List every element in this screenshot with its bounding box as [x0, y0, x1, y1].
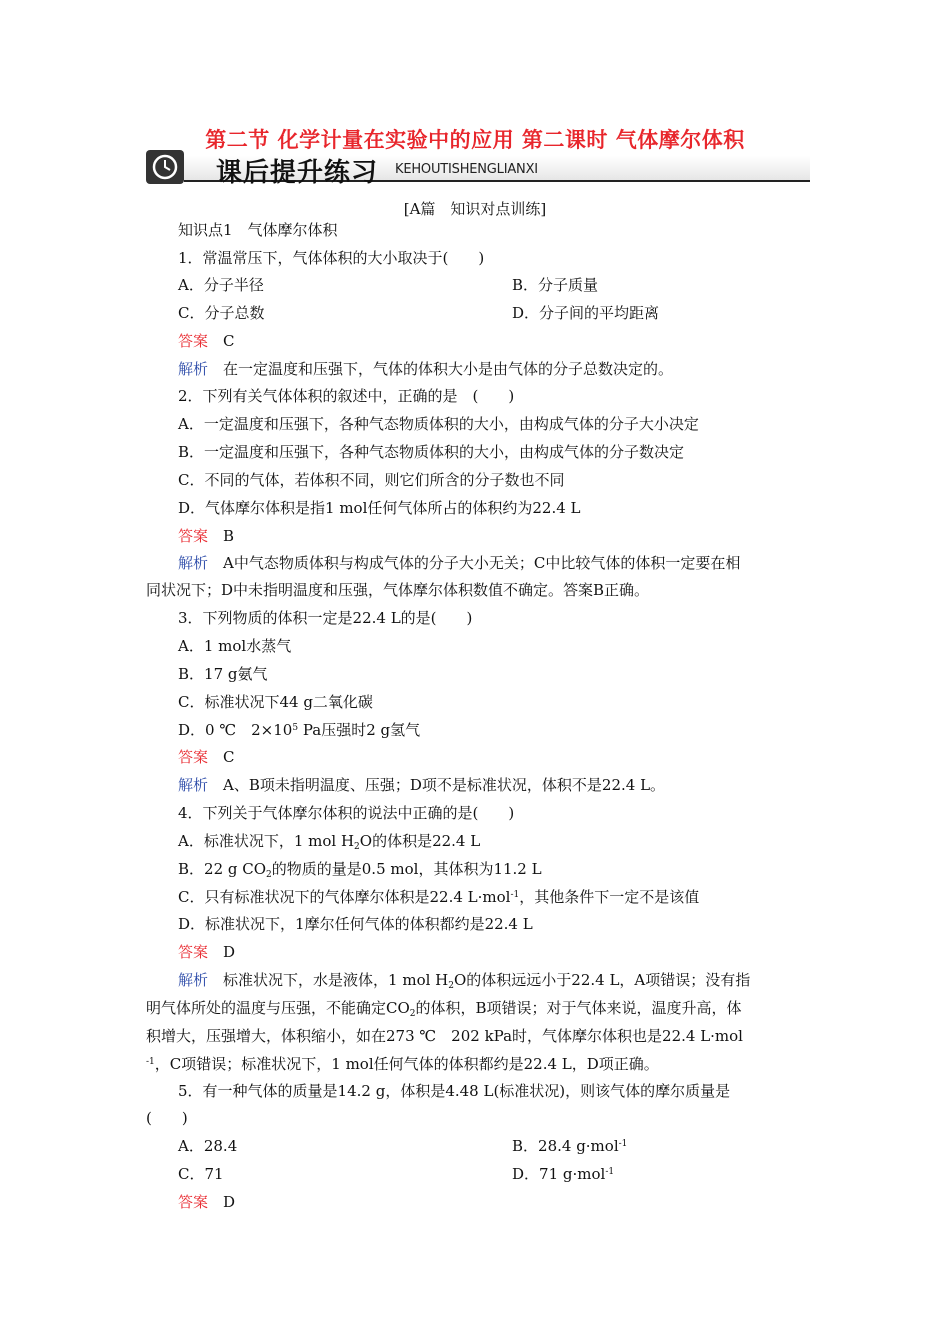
- question-5-option-a: A．28.4: [178, 1137, 238, 1155]
- question-4-explanation: [178, 970, 750, 993]
- question-4-option-d: D．标准状况下，1摩尔任何气体的体积都约是22.4 L: [178, 915, 533, 933]
- question-1-answer: [178, 331, 235, 351]
- superscript: -1: [146, 1057, 155, 1067]
- option-text: O的体积是22.4 L: [359, 832, 481, 850]
- option-text: D．0 ℃ 2×10: [178, 721, 293, 739]
- answer-value: D: [223, 943, 236, 961]
- explain-label: 解析: [178, 776, 209, 794]
- answer-value: B: [223, 527, 235, 545]
- banner-subtitle: KEHOUTISHENGLIANXI: [395, 162, 538, 177]
- question-5-stem-cont: ( ): [146, 1109, 188, 1127]
- option-text: D．71 g·mol: [512, 1165, 606, 1183]
- explain-text: ，C项错误；标准状况下，1 mol任何气体的体积都约是22.4 L，D项正确。: [154, 1055, 659, 1073]
- question-3-answer: [178, 747, 235, 767]
- superscript: 5: [292, 723, 299, 733]
- question-2-option-c: C．不同的气体，若体积不同，则它们所含的分子数也不同: [178, 471, 565, 489]
- subscript: 2: [354, 842, 360, 852]
- question-4-option-a: [178, 831, 480, 854]
- superscript: -1: [618, 1139, 628, 1149]
- section-banner: [146, 150, 810, 188]
- explain-text: O的体积远远小于22.4 L，A项错误；没有指: [453, 971, 751, 989]
- answer-label: 答案: [178, 748, 209, 766]
- question-2-option-b: B．一定温度和压强下，各种气态物质体积的大小，由构成气体的分子数决定: [178, 443, 685, 461]
- explain-text: A中气态物质体积与构成气体的分子大小无关；C中比较气体的体积一定要在相: [223, 554, 741, 572]
- question-3-stem: 3．下列物质的体积一定是22.4 L的是( ): [178, 609, 473, 627]
- question-3-option-a: A．1 mol水蒸气: [178, 637, 292, 655]
- question-1-option-d: D．分子间的平均距离: [512, 304, 660, 322]
- question-3-explanation: [178, 775, 665, 795]
- question-1-option-b: B．分子质量: [512, 276, 599, 294]
- answer-value: C: [223, 332, 235, 350]
- question-4-explanation-cont: [146, 1054, 659, 1074]
- subscript: 2: [409, 1009, 416, 1019]
- question-1-stem: 1．常温常压下，气体体积的大小取决于( ): [178, 249, 485, 267]
- knowledge-point: 知识点1 气体摩尔体积: [178, 221, 338, 239]
- option-text: B．22 g CO: [178, 860, 267, 878]
- question-3-option-d: [178, 720, 420, 740]
- question-1-explanation: [178, 359, 673, 379]
- question-2-explanation-cont: 同状况下；D中未指明温度和压强，气体摩尔体积数值不确定。答案B正确。: [146, 581, 650, 599]
- question-2-option-d: D．气体摩尔体积是指1 mol任何气体所占的体积约为22.4 L: [178, 499, 581, 517]
- answer-label: 答案: [178, 332, 209, 350]
- option-text: ，其他条件下一定不是该值: [519, 888, 700, 906]
- question-4-option-c: [178, 887, 699, 907]
- option-text: Pa压强时2 g氢气: [298, 721, 421, 739]
- question-2-stem: 2．下列有关气体体积的叙述中，正确的是 ( ): [178, 387, 515, 405]
- explain-text: 标准状况下，水是液体，1 mol H: [223, 971, 449, 989]
- section-heading: [A篇 知识对点训练]: [403, 200, 547, 218]
- explain-label: 解析: [178, 554, 209, 572]
- explain-text: 在一定温度和压强下，气体的体积大小是由气体的分子总数决定的。: [223, 360, 674, 378]
- question-4-stem: 4．下列关于气体摩尔体积的说法中正确的是( ): [178, 804, 515, 822]
- clock-icon: [146, 150, 184, 184]
- question-4-option-b: [178, 859, 542, 882]
- subscript: 2: [448, 981, 454, 991]
- question-4-answer: [178, 942, 235, 962]
- subscript: 2: [266, 870, 272, 880]
- question-3-option-c: C．标准状况下44 g二氧化碳: [178, 693, 373, 711]
- page-title: 第二节 化学计量在实验中的应用 第二课时 气体摩尔体积: [205, 128, 745, 152]
- question-4-explanation-cont: [146, 998, 742, 1021]
- question-5-option-d: [512, 1164, 614, 1184]
- answer-label: 答案: [178, 527, 209, 545]
- explain-label: 解析: [178, 971, 209, 989]
- explain-text: 明气体所处的温度与压强，不能确定CO: [146, 999, 410, 1017]
- question-2-option-a: A．一定温度和压强下，各种气态物质体积的大小，由构成气体的分子大小决定: [178, 415, 699, 433]
- question-5-option-b: [512, 1136, 627, 1156]
- superscript: -1: [510, 890, 520, 900]
- superscript: -1: [605, 1167, 615, 1177]
- question-3-option-b: B．17 g氨气: [178, 665, 268, 683]
- option-text: B．28.4 g·mol: [512, 1137, 619, 1155]
- answer-label: 答案: [178, 943, 209, 961]
- question-5-option-c: C．71: [178, 1165, 224, 1183]
- option-text: A．标准状况下，1 mol H: [178, 832, 355, 850]
- question-1-option-a: A．分子半径: [178, 276, 264, 294]
- answer-value: D: [223, 1193, 236, 1211]
- option-text: 的物质的量是0.5 mol，其体积为11.2 L: [271, 860, 542, 878]
- answer-label: 答案: [178, 1193, 209, 1211]
- explain-text: 的体积，B项错误；对于气体来说，温度升高，体: [415, 999, 742, 1017]
- question-4-explanation-cont: 积增大，压强增大，体积缩小，如在273 ℃ 202 kPa时，气体摩尔体积也是22.4 L·mol: [146, 1027, 743, 1045]
- banner-title: 课后提升练习: [216, 158, 379, 188]
- option-text: C．只有标准状况下的气体摩尔体积是22.4 L·mol: [178, 888, 511, 906]
- explain-text: A、B项未指明温度、压强；D项不是标准状况，体积不是22.4 L。: [223, 776, 666, 794]
- question-5-answer: [178, 1192, 235, 1212]
- question-2-answer: [178, 526, 234, 546]
- question-1-option-c: C．分子总数: [178, 304, 265, 322]
- explain-label: 解析: [178, 360, 209, 378]
- question-5-stem: 5．有一种气体的质量是14.2 g，体积是4.48 L(标准状况)，则该气体的摩尔质量是: [178, 1082, 731, 1100]
- question-2-explanation: [178, 553, 740, 573]
- answer-value: C: [223, 748, 235, 766]
